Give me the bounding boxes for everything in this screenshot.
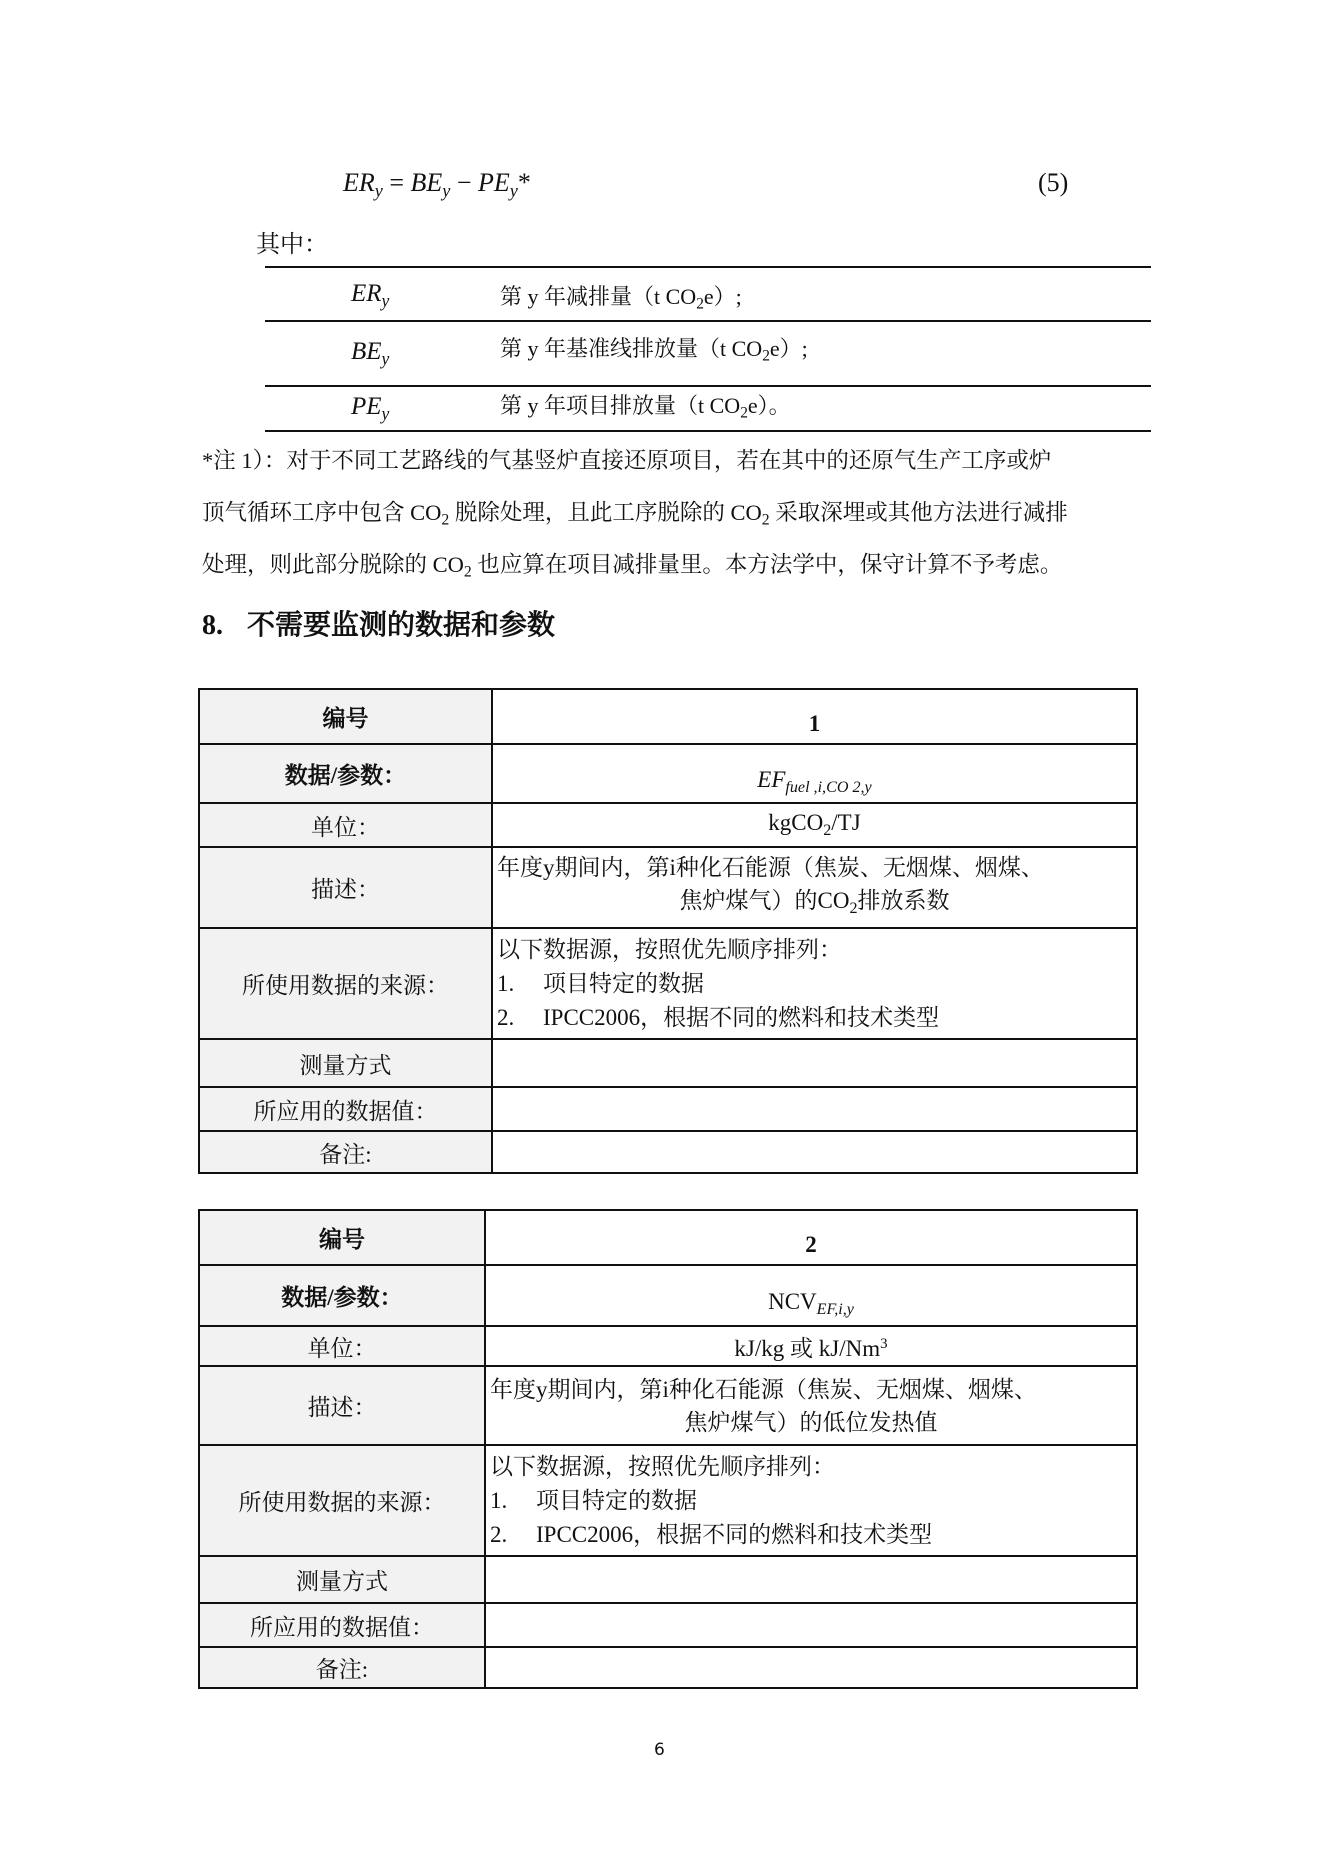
desc-line bbox=[497, 884, 1132, 925]
value-desc bbox=[492, 847, 1137, 928]
row-unit bbox=[199, 1326, 1137, 1366]
desc-text: e）; bbox=[769, 336, 808, 361]
desc-subscript: 2 bbox=[740, 404, 748, 422]
desc-subscript: 2 bbox=[696, 295, 704, 313]
row-remark bbox=[199, 1131, 1137, 1173]
label-method: 测量方式 bbox=[199, 1039, 492, 1087]
unit-text: kgCO bbox=[768, 810, 824, 836]
equation-subscript: y bbox=[509, 180, 518, 201]
label-param: 数据/参数： bbox=[199, 1265, 485, 1326]
row-value bbox=[199, 1603, 1137, 1647]
value-id: 2 bbox=[485, 1210, 1137, 1265]
note-text: 也应算在项目减排量里。本方法学中，保守计算不予考虑。 bbox=[471, 552, 1063, 577]
source-item-number: 1. bbox=[490, 1487, 508, 1513]
value-method bbox=[492, 1039, 1137, 1087]
note-line: *注 1）：对于不同工艺路线的气基竖炉直接还原项目，若在其中的还原气生产工序或炉 bbox=[202, 448, 1052, 473]
value-param bbox=[485, 1265, 1137, 1326]
desc-text: 排放系数 bbox=[857, 887, 950, 913]
label-unit: 单位： bbox=[199, 803, 492, 847]
row-method bbox=[199, 1039, 1137, 1087]
label-id: 编号 bbox=[199, 1210, 485, 1265]
desc-line: 年度y期间内，第i种化石能源（焦炭、无烟煤、烟煤、 bbox=[490, 1376, 1037, 1402]
label-desc: 描述： bbox=[199, 1366, 485, 1445]
value-source bbox=[485, 1445, 1137, 1556]
source-item-text: IPCC2006，根据不同的燃料和技术类型 bbox=[536, 1521, 933, 1547]
row-desc bbox=[199, 847, 1137, 928]
source-item-number: 2. bbox=[490, 1521, 508, 1547]
section-number: 8. bbox=[202, 610, 223, 641]
note-line bbox=[202, 547, 1142, 582]
section-heading bbox=[202, 603, 555, 643]
source-item bbox=[497, 1001, 1132, 1035]
equation-subscript: y bbox=[374, 180, 383, 201]
unit-text: kJ/kg 或 kJ/Nm bbox=[734, 1335, 881, 1361]
label-id: 编号 bbox=[199, 689, 492, 744]
source-item bbox=[497, 967, 1132, 1001]
note-text: 处理，则此部分脱除的 CO bbox=[202, 552, 464, 577]
row-id bbox=[199, 1210, 1137, 1265]
value-unit bbox=[492, 803, 1137, 847]
desc-text: 焦炉煤气）的CO bbox=[679, 887, 850, 913]
source-item-text: 项目特定的数据 bbox=[543, 970, 704, 996]
equation-5 bbox=[343, 168, 531, 201]
desc-line: 焦炉煤气）的低位发热值 bbox=[684, 1409, 938, 1435]
value-desc bbox=[485, 1366, 1137, 1445]
equation-operator: − bbox=[450, 168, 479, 197]
value-value bbox=[485, 1603, 1137, 1647]
note-subscript: 2 bbox=[463, 563, 472, 581]
source-intro: 以下数据源，按照优先顺序排列： bbox=[490, 1453, 835, 1479]
source-item-number: 1. bbox=[497, 970, 515, 996]
definition-symbol bbox=[351, 338, 389, 369]
parameter-table-2 bbox=[198, 1209, 1138, 1689]
value-method bbox=[485, 1556, 1137, 1603]
row-unit bbox=[199, 803, 1137, 847]
equation-subscript: y bbox=[442, 180, 451, 201]
param-symbol: EF bbox=[757, 766, 786, 792]
desc-subscript: 2 bbox=[849, 899, 858, 917]
value-id: 1 bbox=[492, 689, 1137, 744]
unit-superscript: 3 bbox=[880, 1335, 888, 1352]
desc-text: 第 y 年减排量（t CO bbox=[500, 284, 697, 309]
source-item-number: 2. bbox=[497, 1004, 515, 1030]
param-symbol: NCV bbox=[768, 1288, 817, 1314]
source-item bbox=[490, 1518, 1132, 1552]
source-item-text: 项目特定的数据 bbox=[536, 1487, 697, 1513]
definition-row bbox=[265, 266, 1151, 322]
source-item-text: IPCC2006，根据不同的燃料和技术类型 bbox=[543, 1004, 940, 1030]
desc-line: 年度y期间内，第i种化石能源（焦炭、无烟煤、烟煤、 bbox=[497, 854, 1044, 880]
row-value bbox=[199, 1087, 1137, 1131]
note-line bbox=[202, 495, 1142, 530]
label-desc: 描述： bbox=[199, 847, 492, 928]
parameter-table-1 bbox=[198, 688, 1138, 1174]
row-id bbox=[199, 689, 1137, 744]
definition-description bbox=[500, 389, 791, 423]
row-source bbox=[199, 1445, 1137, 1556]
definition-row bbox=[265, 385, 1151, 432]
desc-text: e）; bbox=[703, 284, 742, 309]
note-subscript: 2 bbox=[761, 511, 770, 529]
symbol-text: PE bbox=[351, 393, 382, 420]
row-param bbox=[199, 744, 1137, 803]
unit-text: /TJ bbox=[831, 810, 861, 836]
label-remark: 备注: bbox=[199, 1131, 492, 1173]
value-remark bbox=[492, 1131, 1137, 1173]
where-label: 其中： bbox=[256, 232, 328, 258]
value-unit bbox=[485, 1326, 1137, 1366]
equation-term: ER bbox=[343, 168, 375, 197]
symbol-subscript: y bbox=[381, 290, 390, 311]
definition-row bbox=[265, 320, 1151, 387]
symbol-subscript: y bbox=[381, 348, 390, 369]
source-item bbox=[490, 1484, 1132, 1518]
value-source bbox=[492, 928, 1137, 1039]
label-source: 所使用数据的来源： bbox=[199, 1445, 485, 1556]
section-title: 不需要监测的数据和参数 bbox=[247, 608, 556, 641]
source-intro: 以下数据源，按照优先顺序排列： bbox=[497, 936, 842, 962]
label-source: 所使用数据的来源： bbox=[199, 928, 492, 1039]
value-param bbox=[492, 744, 1137, 803]
label-method: 测量方式 bbox=[199, 1556, 485, 1603]
note-text: 顶气循环工序中包含 CO bbox=[202, 500, 442, 525]
equation-number: (5) bbox=[1038, 168, 1069, 197]
definition-symbol bbox=[351, 280, 389, 311]
row-method bbox=[199, 1556, 1137, 1603]
row-source bbox=[199, 928, 1137, 1039]
desc-text: e）。 bbox=[747, 393, 791, 418]
desc-text: 第 y 年项目排放量（t CO bbox=[500, 393, 741, 418]
label-value: 所应用的数据值： bbox=[199, 1603, 485, 1647]
equation-term: PE bbox=[478, 168, 510, 197]
label-param: 数据/参数： bbox=[199, 744, 492, 803]
row-remark bbox=[199, 1647, 1137, 1688]
equation-term: BE bbox=[410, 168, 443, 197]
label-unit: 单位： bbox=[199, 1326, 485, 1366]
definition-description bbox=[500, 332, 808, 366]
param-subscript: fuel ,i,CO 2,y bbox=[785, 778, 872, 796]
param-subscript: EF,i,y bbox=[816, 1300, 854, 1318]
definition-description bbox=[500, 280, 742, 314]
note-text: 脱除处理，且此工序脱除的 CO bbox=[449, 500, 762, 525]
row-param bbox=[199, 1265, 1137, 1326]
equation-footnote-mark: * bbox=[517, 168, 531, 197]
symbol-text: BE bbox=[351, 338, 382, 365]
note-text: 采取深埋或其他方法进行减排 bbox=[769, 500, 1068, 525]
value-value bbox=[492, 1087, 1137, 1131]
row-desc bbox=[199, 1366, 1137, 1445]
label-value: 所应用的数据值： bbox=[199, 1087, 492, 1131]
symbol-subscript: y bbox=[381, 403, 390, 424]
unit-subscript: 2 bbox=[823, 821, 832, 839]
desc-subscript: 2 bbox=[762, 347, 770, 365]
desc-text: 第 y 年基准线排放量（t CO bbox=[500, 336, 763, 361]
note-subscript: 2 bbox=[441, 511, 450, 529]
definition-symbol bbox=[351, 393, 389, 424]
page-number: 6 bbox=[654, 1740, 665, 1760]
value-remark bbox=[485, 1647, 1137, 1688]
label-remark: 备注: bbox=[199, 1647, 485, 1688]
symbol-text: ER bbox=[351, 280, 382, 307]
equation-operator: = bbox=[382, 168, 411, 197]
